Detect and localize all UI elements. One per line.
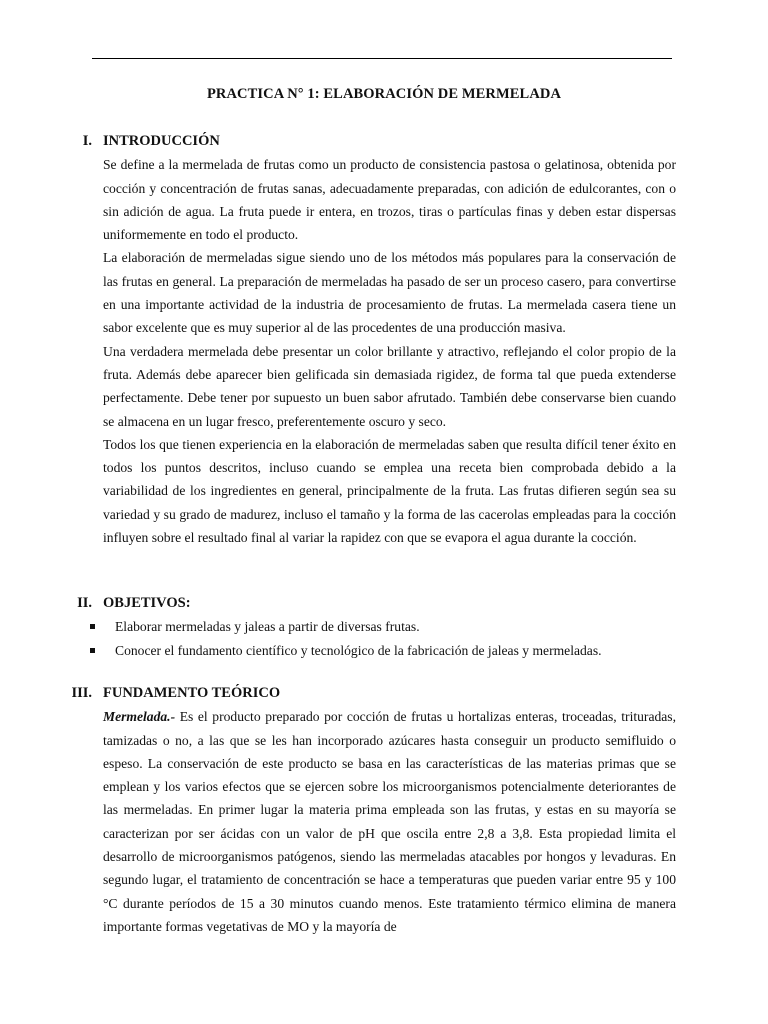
intro-paragraph-1: Se define a la mermelada de frutas como un producto de consistencia pastosa o gelatinosa, obtenida por cocción y concentración de frutas sanas, adecuadamente preparadas, con adición de edulcorantes, con o sin adición de agua. La fruta puede ir entera, en trozos, tiras o partículas finas y deben estar dispersas uniformemente en todo el producto.	[103, 157, 676, 243]
theory-paragraph	[103, 705, 676, 938]
theory-text: Es el producto preparado por cocción de frutas u hortalizas enteras, troceadas, trituradas, tamizadas o no, a las que se les han incorporado azúcares hasta conseguir un producto semifluido o espeso. La conservación de este producto se basa en las características de las materias primas que se emplean y los varios efectos que se ejercen sobre los microorganismos potencialmente deteriorantes de las mermeladas. En primer lugar la materia prima empleada son las frutas, y estas en su mayoría se caracterizan por ser ácidas con un valor de pH que oscila entre 2,8 a 3,8. Esta propiedad limita el desarrollo de microorganismos patógenos, siendo las mermeladas atacables por hongos y levaduras. En segundo lugar, el tratamiento de concentración se hace a temperaturas que pueden variar entre 95 y 100 °C durante períodos de 15 a 30 minutos cuando menos. Este tratamiento térmico elimina de manera importante formas vegetativas de MO y la mayoría de	[103, 709, 676, 934]
section-number: III.	[71, 685, 92, 701]
list-item	[103, 639, 676, 662]
section-heading: FUNDAMENTO TEÓRICO	[103, 685, 281, 701]
intro-paragraph-3: Una verdadera mermelada debe presentar un color brillante y atractivo, reflejando el color propio de la fruta. Además debe aparecer bien gelificada sin demasiada rigidez, de forma tal que pueda extenderse perfectamente. Debe tener por supuesto un buen sabor afrutado. También debe conservarse bien cuando se almacena en un lugar fresco, preferentemente oscuro y seco.	[103, 343, 676, 429]
header-rule	[92, 58, 672, 59]
list-item	[103, 615, 676, 638]
section-body	[103, 705, 676, 938]
section-heading: OBJETIVOS:	[103, 595, 191, 611]
objective-text: Elaborar mermeladas y jaleas a partir de diversas frutas.	[115, 619, 420, 635]
section-number: I.	[82, 133, 92, 149]
intro-paragraph-2: La elaboración de mermeladas sigue siendo uno de los métodos más populares para la conservación de las frutas en general. La preparación de mermeladas ha pasado de ser un proceso casero, para convertirse en una importante actividad de la industria de procesamiento de frutas. La mermelada casera tiene un sabor excelente que es muy superior al de las procedentes de una producción masiva.	[103, 250, 676, 336]
intro-paragraph-4: Todos los que tienen experiencia en la elaboración de mermeladas saben que resulta difícil tener éxito en todos los puntos descritos, incluso cuando se emplea una receta bien comprobada debido a la variabilidad de los ingredientes en general, principalmente de la fruta. Las frutas difieren según sea su variedad y su grado de madurez, incluso el tamaño y la forma de las cacerolas empleadas para la cocción influyen sobre el resultado final al variar la rapidez con que se evapora el agua durante la cocción.	[103, 436, 676, 546]
section-number: II.	[77, 595, 92, 611]
section-body	[103, 153, 676, 549]
objective-text: Conocer el fundamento científico y tecnológico de la fabricación de jaleas y mermeladas.	[115, 642, 602, 658]
square-bullet-icon	[90, 648, 95, 653]
term-lead: Mermelada.-	[103, 709, 176, 725]
square-bullet-icon	[90, 624, 95, 629]
section-body	[103, 615, 676, 662]
section-heading: INTRODUCCIÓN	[103, 133, 220, 149]
objectives-list	[103, 615, 676, 662]
document-title: PRACTICA N° 1: ELABORACIÓN DE MERMELADA	[206, 86, 562, 102]
